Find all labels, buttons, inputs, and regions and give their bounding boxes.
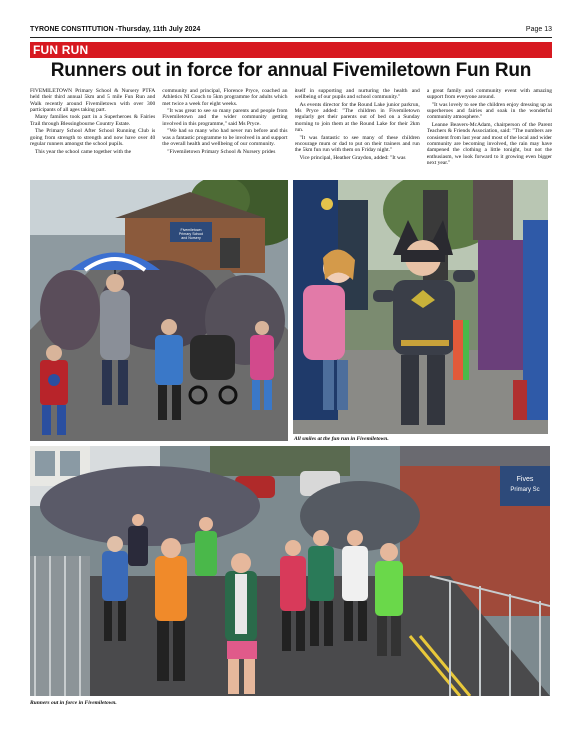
photo-caption: All smiles at the fun run in Fivemiletown. <box>294 436 389 442</box>
school-sign-line: Fivemiletown <box>180 228 202 232</box>
paragraph: "It was great to see so many parents and people from Fivemiletown and the wider community getting involved in this programme," said Ms Pryce. <box>162 108 288 127</box>
paragraph: itself in supporting and nurturing the health and wellbeing of our pupils and school community." <box>294 88 420 101</box>
paragraph: "It was fantastic to see many of these children encourage mum or dad to put on their trainers and run the 5km fun run with them on Friday night." <box>294 134 420 154</box>
masthead-publication-date: TYRONE CONSTITUTION -Thursday, 11th July 2024 <box>30 26 201 33</box>
paragraph: This year the school came together with the <box>35 148 132 155</box>
paragraph: Vice principal, Heather Graydon, added: "It was <box>299 154 406 161</box>
paragraph: The Primary School After School Running Club is going from strength to strength and now have over 40 regular runners amongst the school pupils. <box>30 128 156 147</box>
masthead <box>30 24 552 36</box>
paragraph: a great family and community event with amazing support from everyone around. <box>426 88 552 101</box>
article-column-1 <box>30 88 155 176</box>
headline: Runners out in force for annual Fivemiletown Fun Run <box>50 60 532 81</box>
paragraph: community and principal, Florence Pryce, coached an Athletics NI Couch to 5km programme for adults which met twice a week for eight weeks. <box>162 88 288 107</box>
photo-walkers-illustration <box>30 180 288 441</box>
photo-runners-illustration <box>30 446 550 696</box>
paragraph: Many families took part in a Superheroes & Fairies Trail through Blessingbourne Country Estate. <box>30 114 156 127</box>
photo-runners <box>30 446 550 696</box>
paragraph: Leanne Beavers-McAdam, chairperson of the Parent Teachers & Friends Association, said: "The numbers are consistent from last year and most of the local and wider community are becoming involved, the rain may have dampened the clothing a little tonight, but not the enthusiasm, we look forward to it growing even bigger next year." <box>426 122 552 166</box>
photo-walkers-umbrella <box>30 180 288 441</box>
section-bar <box>30 42 552 58</box>
photo-caption: Runners out in force in Fivemiletown. <box>30 700 117 706</box>
article-column-3 <box>295 88 420 176</box>
photo-costumes-illustration <box>293 180 548 434</box>
masthead-rule <box>30 37 552 38</box>
masthead-page-number: Page 13 <box>525 26 552 33</box>
article-column-4 <box>427 88 552 176</box>
article-column-2 <box>162 88 287 176</box>
paragraph: "It was lovely to see the children enjoy dressing up as superheroes and fairies and soak in the wonderful community atmosphere." <box>426 101 552 121</box>
paragraph: As events director for the Round Lake junior parkrun, Ms Pryce added: "The children in Fivemiletown regularly get their parents out of bed on a Sunday morning to join them at the Round Lake for their 2km run. <box>294 101 420 134</box>
school-sign-line: Fives <box>516 476 534 483</box>
paragraph: FIVEMILETOWN Primary School & Nursery PTFA held their third annual 5km and 5 mile Fun Run and Walk recently around Fivemiletown with over 300 participants of all ages taking part. <box>30 88 156 113</box>
school-sign-line: Primary School <box>178 232 204 236</box>
paragraph: "We had so many who had never run before and this was a fantastic programme to be involved in and support the overall health and wellbeing of our community. <box>162 128 288 147</box>
section-label: FUN RUN <box>33 43 89 57</box>
paragraph: "Fivemiletown Primary School & Nursery prides <box>167 148 276 155</box>
school-sign-line: Primary Sc <box>510 487 540 493</box>
photo-children-costumes <box>293 180 548 434</box>
article-body <box>30 88 552 176</box>
school-sign-line: and Nursery <box>181 236 201 240</box>
